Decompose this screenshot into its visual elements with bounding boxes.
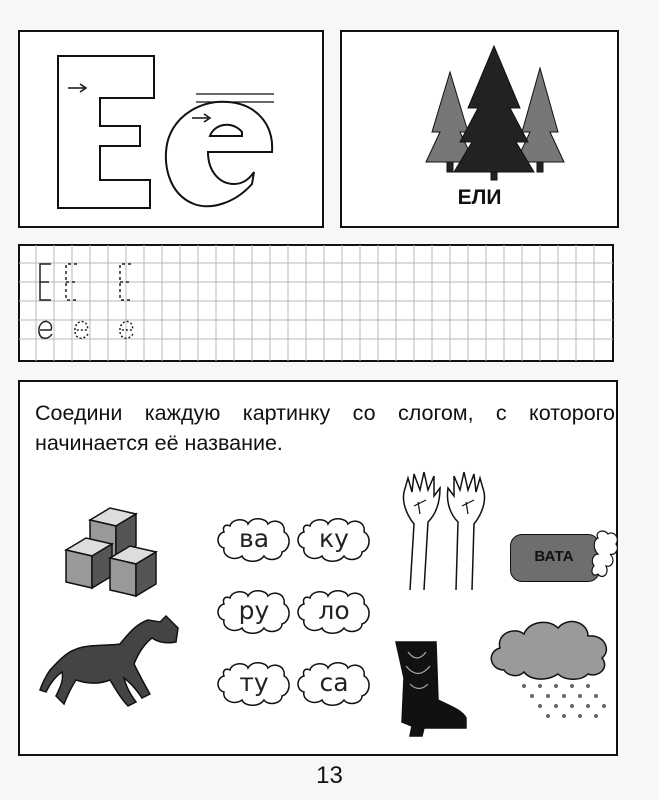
syllable-cloud[interactable] <box>296 658 372 708</box>
horse-icon <box>38 608 188 718</box>
rain-cloud-icon <box>484 614 616 724</box>
jar-label: ВАТА <box>534 548 574 565</box>
cubes-icon <box>60 500 170 600</box>
syllable-cloud[interactable] <box>216 586 292 636</box>
cotton-jar-icon <box>508 528 612 584</box>
syllable-label: ту <box>239 668 269 697</box>
syllable-cloud[interactable] <box>296 586 372 636</box>
syllable-label: ва <box>238 524 270 553</box>
boot-icon <box>390 638 470 742</box>
syllable-cloud[interactable] <box>216 514 292 564</box>
syllable-label: ку <box>319 524 349 553</box>
picture-caption: ЕЛИ <box>457 186 502 209</box>
syllable-label: са <box>319 668 349 697</box>
syllable-label: ру <box>238 596 270 625</box>
picture-card <box>340 30 619 228</box>
hands-icon <box>396 466 492 596</box>
syllable-label: ло <box>318 596 350 625</box>
page-number: 13 <box>316 762 343 789</box>
letter-card <box>18 30 324 228</box>
copybook-grid <box>18 244 614 362</box>
letter-e-upper <box>20 32 322 226</box>
syllable-cloud[interactable] <box>216 658 292 708</box>
syllable-cloud[interactable] <box>296 514 372 564</box>
task-instruction: Соедини каждую картинку со слогом, с которого начинается её название. <box>35 401 615 455</box>
